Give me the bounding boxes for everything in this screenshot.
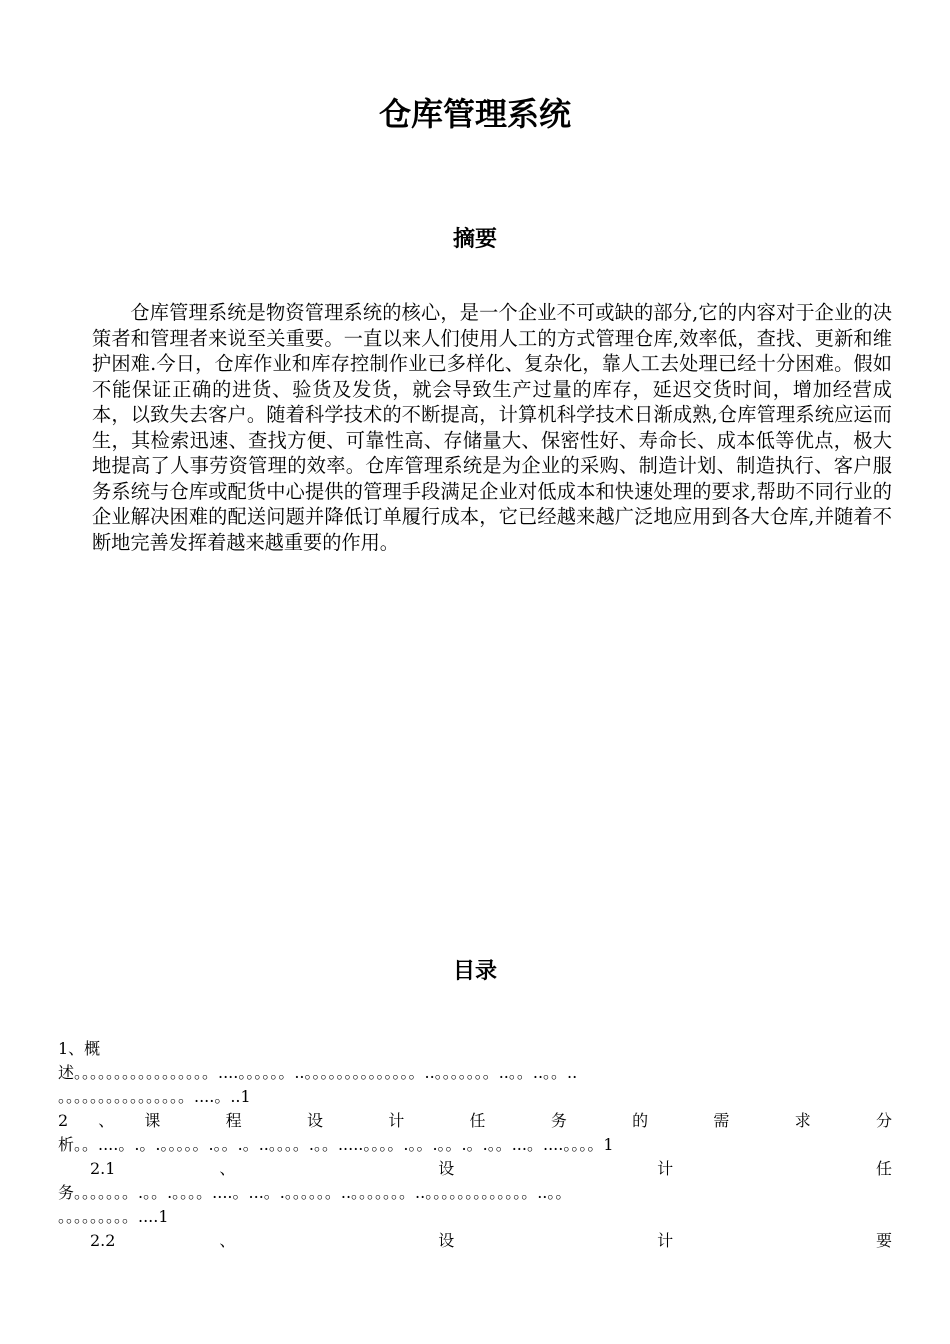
abstract-heading: 摘要 [452,227,497,252]
toc-line[interactable]: 。。。。。。。。。。。。。。。。....。..1 [58,1087,251,1106]
toc-line[interactable]: 述。。。。。。。。。。。。。。。。。....。。。。。。..。。。。。。。。。。。。。。..。。。。。。。..。。..。。.. [58,1063,578,1082]
toc-line[interactable]: 1、概 [58,1039,101,1058]
toc-line[interactable]: 。。。。。。。。。....1 [58,1207,169,1226]
toc-line[interactable]: 务。。。。。。。.。。.。。。。....。...。.。。。。。。..。。。。。。。..。。。。。。。。。。。。。..。。 [58,1183,572,1202]
toc-line[interactable]: 2、课 程 设 计 任 务 的 需 求 分 [58,1111,892,1130]
toc-line[interactable]: 2.2 、 设 计 要 [90,1231,892,1250]
table-of-contents [58,1037,892,1253]
toc-heading: 目录 [452,959,497,984]
toc-line[interactable]: 析。。....。.。.。。。。。.。。.。..。。。。.。。.....。。。。.。。.。。.。.。。...。....。。。。1 [58,1135,614,1154]
abstract-paragraph: 仓库管理系统是物资管理系统的核心，是一个企业不可或缺的部分,它的内容对于企业的决策者和管理者来说至关重要。一直以来人们使用人工的方式管理仓库,效率低，查找、更新和维护困难.今日，仓库作业和库存控制作业已多样化、复杂化，靠人工去处理已经十分困难。假如不能保证正确的进货、验货及发货，就会导致生产过量的库存，延迟交货时间，增加经营成本，以致失去客户。随着科学技术的不断提高，计算机科学技术日渐成熟,仓库管理系统应运而生，其检索迅速、查找方便、可靠性高、存储量大、保密性好、寿命长、成本低等优点，极大地提高了人事劳资管理的效率。仓库管理系统是为企业的采购、制造计划、制造执行、客户服务系统与仓库或配货中心提供的管理手段满足企业对低成本和快速处理的要求,帮助不同行业的企业解决困难的配送问题并降低订单履行成本，它已经越来越广泛地应用到各大仓库,并随着不断地完善发挥着越来越重要的作用。 [92,301,892,554]
toc-line[interactable]: 2.1 、 设 计 任 [90,1159,892,1178]
document-title: 仓库管理系统 [378,95,571,133]
